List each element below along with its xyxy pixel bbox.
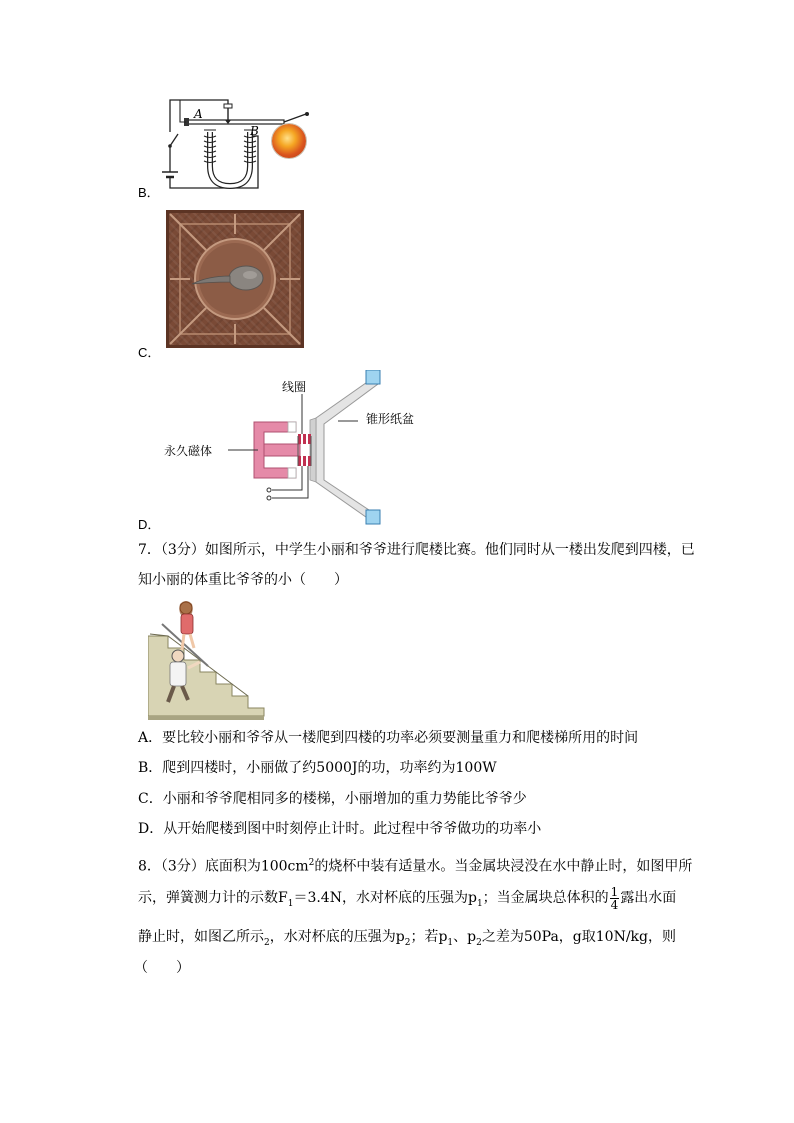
q8-line4: （ ） <box>134 960 190 976</box>
cone-label: 锥形纸盆 <box>366 412 415 426</box>
q7-option-d: D．从开始爬楼到图中时刻停止计时。此过程中爷爷做功的功率小 <box>138 821 542 837</box>
q7-option-b: B．爬到四楼时，小丽做了约5000J的功，功率约为100W <box>138 760 497 776</box>
option-c <box>138 208 338 358</box>
option-b <box>138 94 338 204</box>
q8-line1: 8．（3分）底面积为$100cm^2$的烧杯中装有适量水。当金属块浸没在水中静止时，如图甲所 <box>138 858 693 875</box>
label-a: A <box>194 107 203 121</box>
q7-stem-line2: 知小丽的体重比爷爷的小（ ） <box>138 572 348 588</box>
sinan-compass-image <box>166 210 304 348</box>
q7-option-c: C．小丽和爷爷爬相同多的楼梯，小丽增加的重力势能比爷爷少 <box>138 791 527 807</box>
magnet-label: 永久磁体 <box>164 444 213 458</box>
stair-climbing-illustration <box>148 596 268 720</box>
option-c-letter: C． <box>138 345 161 360</box>
label-b: B <box>250 124 259 138</box>
option-b-letter: B． <box>138 185 160 200</box>
coil-label: 线圈 <box>282 380 307 394</box>
option-d <box>138 370 428 530</box>
option-d-letter: D． <box>138 517 161 532</box>
q8-line3: 静止时，如图乙所示$_2$，水对杯底的压强为$p_2$；若$p_1$、$p_2$之差为50Pa，g取10N/kg，则 <box>138 929 676 948</box>
q7-stem-line1: 7．（3分）如图所示，中学生小丽和爷爷进行爬楼比赛。他们同时从一楼出发爬到四楼，已 <box>138 542 695 558</box>
fraction-one-quarter: $\frac{1}{4}$ <box>610 884 619 912</box>
q7-option-a: A．要比较小丽和爷爷从一楼爬到四楼的功率必须要测量重力和爬楼梯所用的时间 <box>138 730 639 746</box>
bell-icon <box>272 124 306 158</box>
q8-line2: 示，弹簧测力计的示数$F_1=3.4N$，水对杯底的压强为$p_1$；当金属块总体积的 $\frac{1}{4}$ 露出水面 <box>138 884 677 912</box>
